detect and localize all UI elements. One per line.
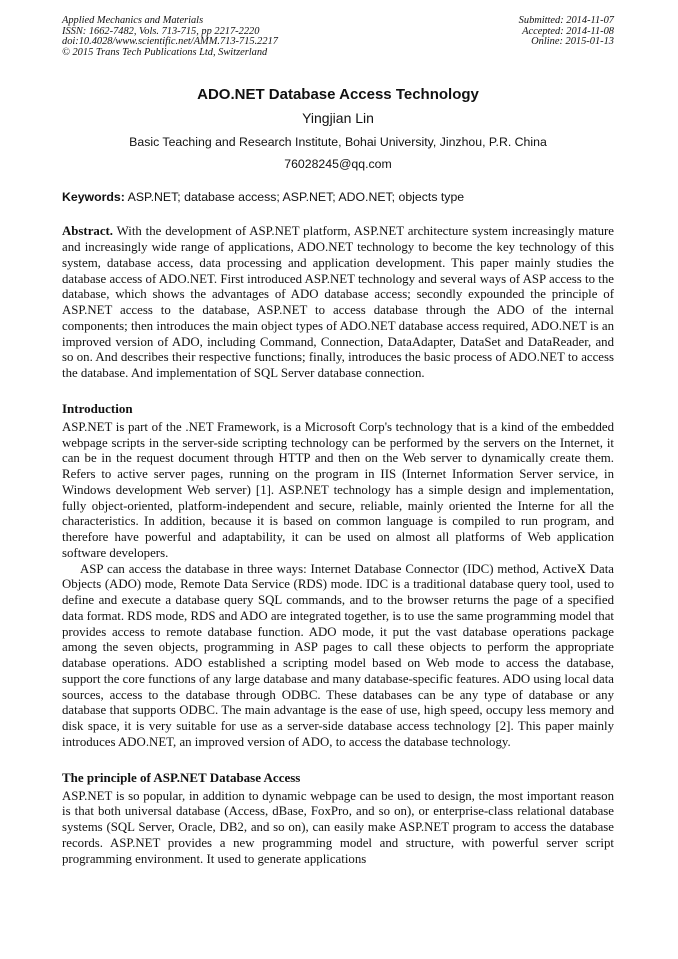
journal-issn: ISSN: 1662-7482, Vols. 713-715, pp 2217-2220 xyxy=(62,25,260,37)
submitted-date: Submitted: 2014-11-07 xyxy=(518,15,614,26)
abstract-paragraph xyxy=(62,224,614,382)
online-date: Online: 2015-01-13 xyxy=(531,36,614,48)
section-heading-principle: The principle of ASP.NET Database Access xyxy=(62,769,301,785)
accepted-date: Accepted: 2014-11-08 xyxy=(522,25,614,37)
author-affiliation: Basic Teaching and Research Institute, Bohai University, Jinzhou, P.R. China xyxy=(129,135,547,150)
keywords-text: ASP.NET; database access; ASP.NET; ADO.NET; objects type xyxy=(124,190,465,205)
abstract-text: With the development of ASP.NET platform, ASP.NET architecture system increasingly mature and increasingly wide range of applications, ADO.NET technology to become the key technology of this system, database access, data processing and application development. This paper mainly studies the database access of ADO.NET. First introduced ASP.NET technology and several ways of ASP access to the database, which shows the advantages of ADO database access; secondly expounded the principle of ASP.NET access to the database, ASP.NET to access database through the ADO of the internal components; then introduces the main object types of ADO.NET database access required, ADO.NET is an improved version of ADO, including Command, Connection, DataAdapter, DataSet and DataReader, and so on. And describes their respective functions; finally, introduces the basic process of ADO.NET to access the database. And implementation of SQL Server database connection. xyxy=(62,224,614,381)
paper-page xyxy=(62,16,614,867)
body-paragraph: ASP.NET is so popular, in addition to dynamic webpage can be used to design, the most important reason is that both universal database (Access, dBase, FoxPro, and so on), or enterprise-class relational database systems (SQL Server, Oracle, DB2, and so on), can easily make ASP.NET program to access the database records. ASP.NET provides a new programming model and structure, with powerful server script programming environment. It used to generate applications xyxy=(62,788,614,866)
journal-doi[interactable]: doi:10.4028/www.scientific.net/AMM.713-715.2217 xyxy=(62,36,278,48)
journal-header xyxy=(62,16,614,58)
keywords-label: Keywords: xyxy=(62,190,125,205)
body-paragraph: ASP.NET is part of the .NET Framework, is a Microsoft Corp's technology that is a kind of the embedded webpage scripts in the server-side scripting technology can be performed by the servers on the Internet, it can be in the request document through HTTP and then on the Web server to dynamically create them. Refers to active server pages, running on the program in IIS (Internet Information Server service, in Windows development Web server) [1]. ASP.NET technology has a simple design and implementation, fully object-oriented, platform-independent and secure, reliable, mainly oriented the Interne for all the characteristics. In addition, because it is based on common language is compiled to run program, and therefore have powerful and adaptability, it can be used on almost all platforms of Web application software developers. xyxy=(62,419,614,560)
submission-dates xyxy=(519,16,614,58)
journal-copyright: © 2015 Trans Tech Publications Ltd, Switzerland xyxy=(62,46,268,58)
journal-info xyxy=(62,16,278,58)
body-paragraph: ASP can access the database in three ways: Internet Database Connector (IDC) method, ActiveX Data Objects (ADO) mode, Remote Data Service (RDS) mode. IDC is a traditional database query tool, used to define and execute a database query SQL commands, and to the browser returns the page of a specified data format. RDS mode, RDS and ADO are integrated together, is to use the same programming model that provides access to remote database function. ADO mode, it put the vast database operations package among the seven objects, programming in ASP pages to call these objects to perform the appropriate database operations. ADO established a scripting model based on Web mode to access the database, support the core functions of any large database and many database-specific features. ADO using local data sources, access to the database through ODBC. These databases can be any type of database or any database that supports ODBC. The main advantage is the ease of use, high speed, occupy less memory and disk space, it is very suitable for use as a server-side database access technology [2]. This paper mainly introduces ADO.NET, an improved version of ADO, to access the database technology. xyxy=(62,561,614,749)
author-email[interactable]: 76028245@qq.com xyxy=(284,157,392,172)
keywords-line xyxy=(62,190,614,204)
abstract-label: Abstract. xyxy=(62,224,114,239)
section-heading-introduction: Introduction xyxy=(62,400,133,416)
journal-name: Applied Mechanics and Materials xyxy=(62,15,204,26)
author-name: Yingjian Lin xyxy=(302,110,374,127)
paper-title: ADO.NET Database Access Technology xyxy=(197,86,479,104)
